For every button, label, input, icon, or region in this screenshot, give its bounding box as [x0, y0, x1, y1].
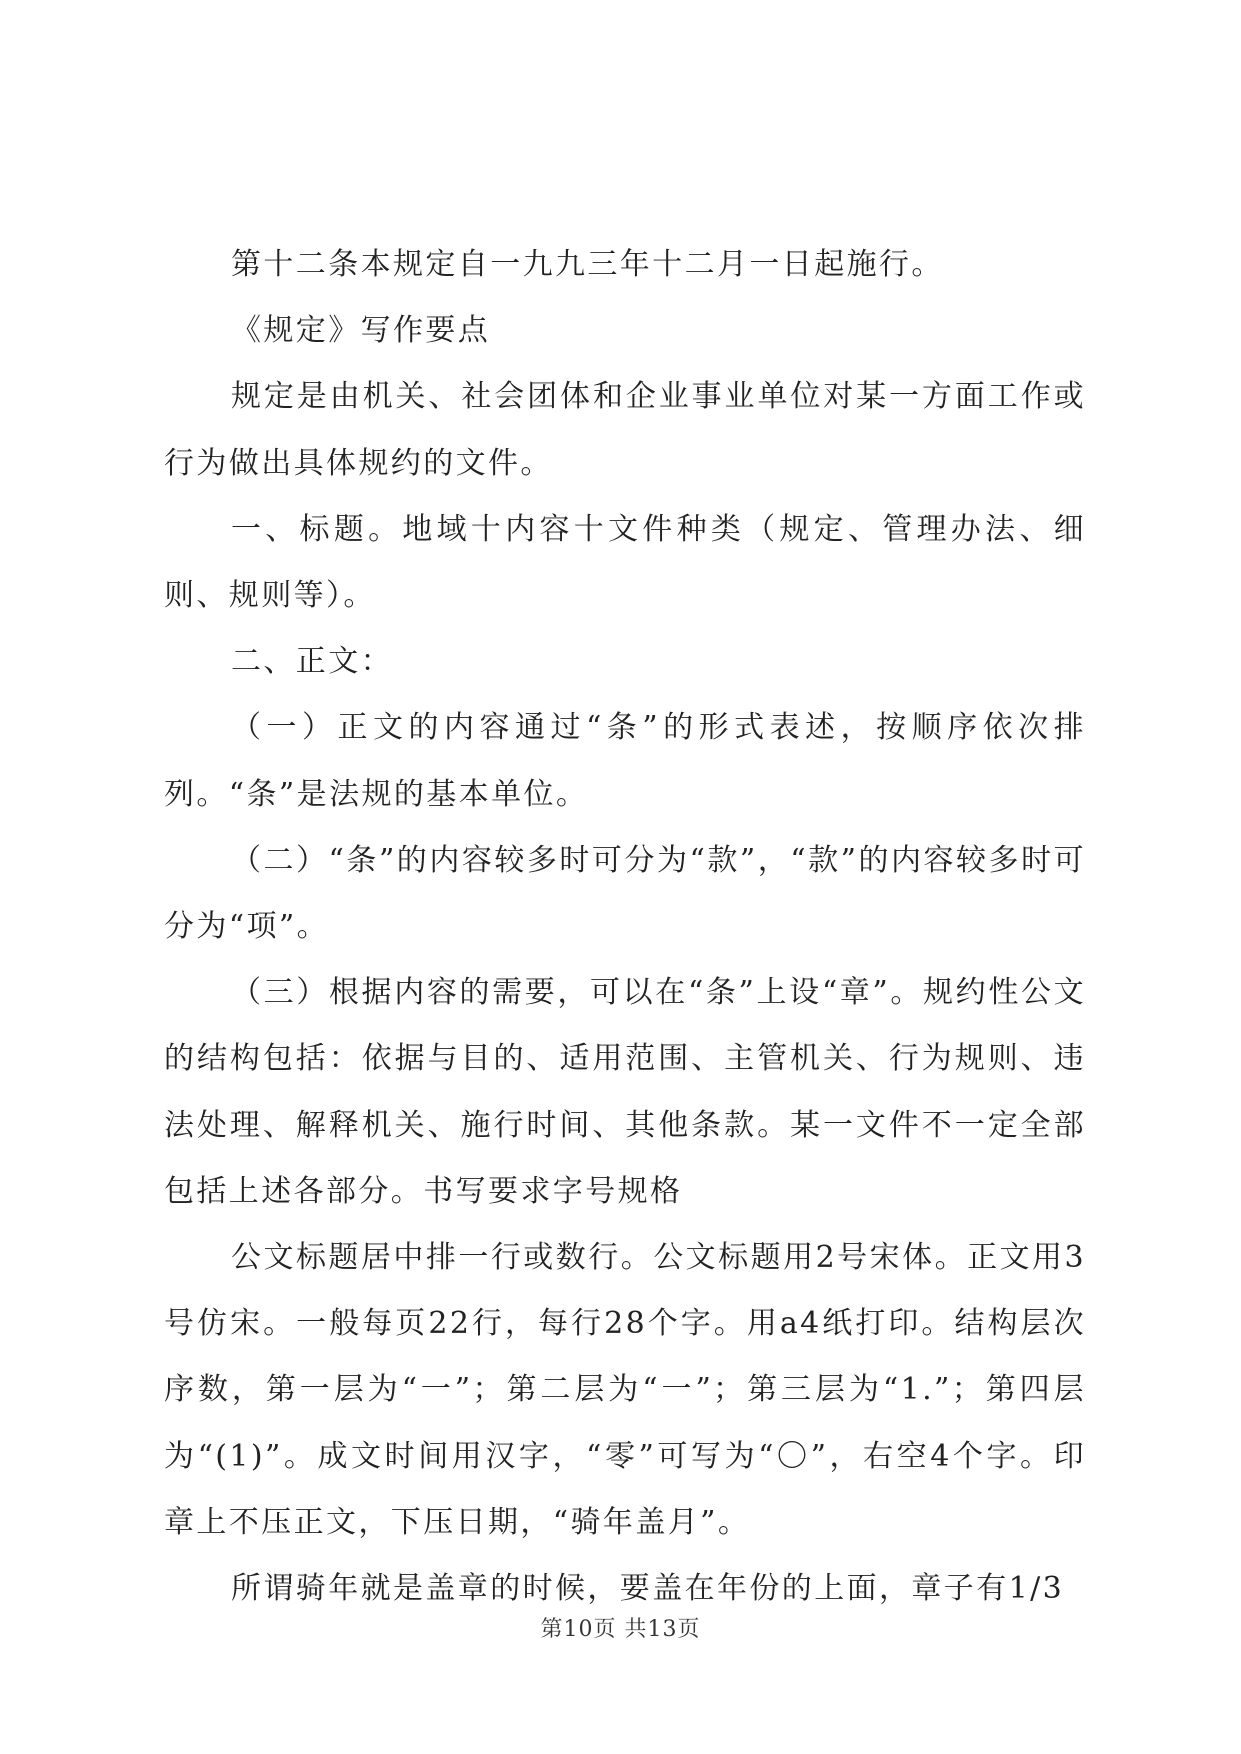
paragraph-item-3: （三）根据内容的需要，可以在“条”上设“章”。规约性公文的结构包括：依据与目的、适用范围、主管机关、行为规则、违法处理、解释机关、施行时间、其他条款。某一文件不一定全部包括上述各部分。书写要求字号规格	[164, 975, 1086, 1209]
paragraph-item-2: （二）“条”的内容较多时可分为“款”，“款”的内容较多时可分为“项”。	[164, 842, 1086, 945]
paragraph-format-spec: 公文标题居中排一行或数行。公文标题用2号宋体。正文用3号仿宋。一般每页22行，每行28个字。用a4纸打印。结构层次序数，第一层为“一”；第二层为“一”；第三层为“1.”；第四层为“(1)”。成文时间用汉字，“零”可写为“〇”，右空4个字。印章上不压正文，下压日期，“骑年盖月”。	[164, 1240, 1086, 1540]
paragraph-heading-writing-points: 《规定》写作要点	[231, 313, 491, 349]
paragraph-article-12: 第十二条本规定自一九九三年十二月一日起施行。	[231, 247, 944, 282]
paragraph-title-section: 一、标题。地域十内容十文件种类（规定、管理办法、细则、规则等）。	[164, 511, 1086, 614]
paragraph-seal-note: 所谓骑年就是盖章的时候，要盖在年份的上面，章子有1/3	[231, 1571, 1065, 1607]
paragraph-definition: 规定是由机关、社会团体和企业事业单位对某一方面工作或行为做出具体规约的文件。	[164, 379, 1086, 481]
page-number-footer: 第10页 共13页	[540, 1617, 701, 1642]
paragraph-body-section: 二、正文：	[231, 644, 393, 680]
paragraph-item-1: （一）正文的内容通过“条”的形式表述，按顺序依次排列。“条”是法规的基本单位。	[164, 710, 1086, 812]
document-body	[164, 232, 1086, 1622]
